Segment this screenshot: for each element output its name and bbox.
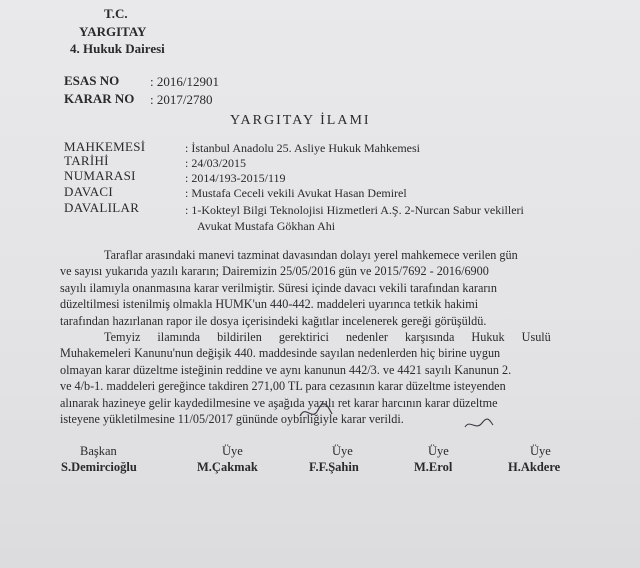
header-chamber: 4. Hukuk Dairesi [70,41,165,56]
signatory-role: Üye [332,444,353,458]
signatory-role: Üye [222,444,243,458]
paragraph-2-line: olmayan karar düzeltme isteğinin reddine ve aynı kanunun 442/3. ve 4421 sayılı Kanunun 2. [60,362,512,377]
karar-label: KARAR NO [64,91,135,106]
karar-value: : 2017/2780 [150,92,213,107]
signatory-role: Üye [428,444,449,458]
field-value-defendants: : 1-Kokteyl Bilgi Teknolojisi Hizmetleri A.Ş. 2-Nurcan Sabur vekilleri [185,203,524,217]
signatory-role: Üye [530,444,551,458]
paragraph-1 [60,247,590,329]
signatory-name: F.F.Şahin [309,460,359,474]
paragraph-2-line: alınarak hazineye gelir kaydedilmesine ve aşağıda yazılı ret karar harcının karar düzeltme [60,395,498,410]
document-title: YARGITAY İLAMI [230,113,371,128]
field-label-court: MAHKEMESİ [64,139,146,154]
field-label-number: NUMARASI [64,168,136,183]
paragraph-1-line: sayılı ilamıyla onanmasına karar verilmiştir. Süresi içinde davacı vekili tarafından kararın [60,280,497,295]
signatory-role: Başkan [80,444,117,458]
field-value-defendants-continued: Avukat Mustafa Gökhan Ahi [197,219,336,233]
signatory-name: M.Çakmak [197,460,258,474]
signatory-name: S.Demircioğlu [61,460,137,474]
paragraph-1-line: ve sayısı yukarıda yazılı kararın; Dairemizin 25/05/2016 gün ve 2015/7692 - 2016/6900 [60,264,489,279]
field-value-plaintiff: : Mustafa Ceceli vekili Avukat Hasan Demirel [185,186,407,200]
esas-label: ESAS NO [64,73,120,88]
field-label-plaintiff: DAVACI [64,184,114,199]
field-label-date: TARİHİ [64,153,109,168]
handwritten-mark [462,415,496,433]
signatory-name: M.Erol [414,460,453,474]
paragraph-1-line: tarafından hazırlanan rapor ile dosya içerisindeki kağıtlar incelenerek gereği görüşüldü. [60,313,487,328]
paragraph-2-line: ve 4/b-1. maddeleri gereğince takdiren 271,00 TL para cezasının karar düzeltme isteyenden [60,379,506,394]
paragraph-2-line: Muhakemeleri Kanunu'nun değişik 440. maddesinde sayılan nedenlerden hiç birine uygun [60,346,501,361]
field-label-defendants: DAVALILAR [64,200,140,215]
signatory-name: H.Akdere [508,460,561,474]
field-value-number: : 2014/193-2015/119 [185,171,286,185]
header-court-name: YARGITAY [79,24,147,39]
esas-value: : 2016/12901 [150,74,219,89]
header-tc: T.C. [104,6,128,21]
handwritten-mark [296,400,336,424]
paragraph-1-line: düzeltilmesi istenilmiş olmakla HUMK'un 440-442. maddeleri uyarınca tetkik hakimi [60,297,479,312]
field-value-date: : 24/03/2015 [185,156,247,170]
paragraph-2-line: isteyene yükletilmesine 11/05/2017 gününde oybirliğiyle karar verildi. [60,412,404,427]
field-value-court: : İstanbul Anadolu 25. Asliye Hukuk Mahkemesi [185,141,420,155]
paragraph-1-line: Taraflar arasındaki manevi tazminat davasından dolayı yerel mahkemece verilen gün [104,248,518,262]
paragraph-2-line: Temyiz ilamında bildirilen gerektirici nedenler karşısında Hukuk Usulü [104,330,551,344]
